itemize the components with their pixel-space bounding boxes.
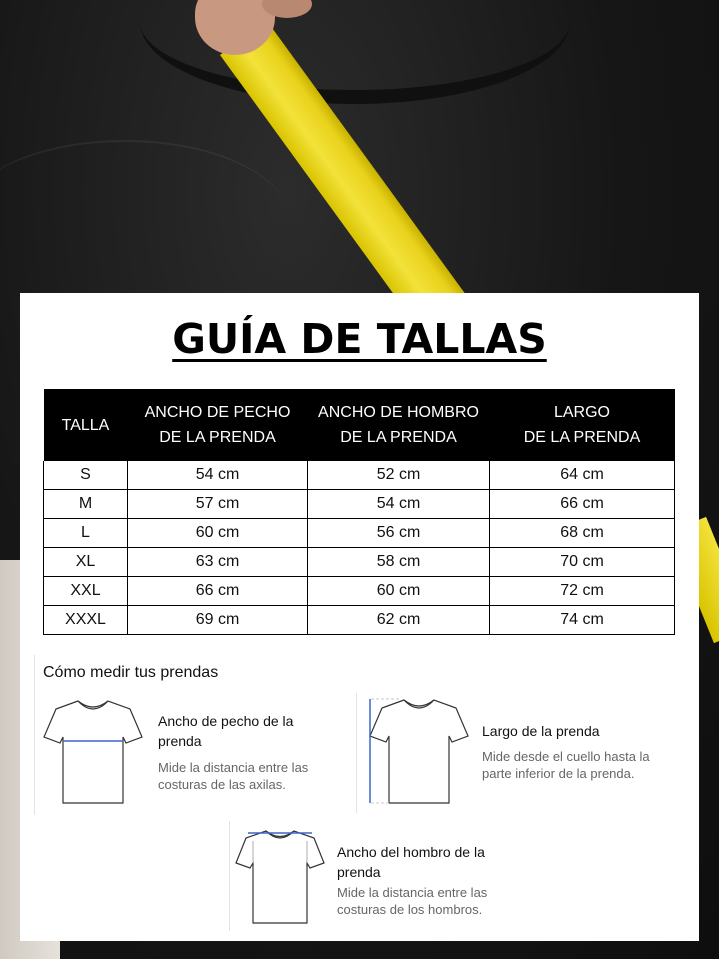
tshirt-shoulder-icon [234,827,326,927]
table-row [44,519,675,548]
table-cell: XXL [44,577,128,606]
shoulder-measure-title: Ancho del hombro de la prenda [337,844,485,880]
page-title: GUÍA DE TALLAS [172,315,547,363]
table-cell: 54 cm [308,490,490,519]
table-cell: 58 cm [308,548,490,577]
table-cell: 60 cm [128,519,308,548]
table-row [44,461,675,490]
table-cell: 74 cm [490,606,675,635]
table-cell: 62 cm [308,606,490,635]
table-cell: 63 cm [128,548,308,577]
table-cell: M [44,490,128,519]
table-cell: XL [44,548,128,577]
size-guide-card [20,293,699,941]
column-header: ANCHO DE HOMBRO DE LA PRENDA [308,389,490,461]
tshirt-chest-icon [42,697,144,807]
table-cell: L [44,519,128,548]
table-cell: 70 cm [490,548,675,577]
table-cell: 64 cm [490,461,675,490]
table-header-row [44,389,675,461]
length-measure-desc: Mide desde el cuello hasta la parte inferior de la prenda. [482,749,650,781]
table-row [44,606,675,635]
shirt-fold [0,140,290,302]
divider [356,693,357,813]
table-cell: S [44,461,128,490]
table-cell: 57 cm [128,490,308,519]
column-header: ANCHO DE PECHO DE LA PRENDA [128,389,308,461]
table-row [44,577,675,606]
table-cell: 68 cm [490,519,675,548]
table-cell: 66 cm [490,490,675,519]
chest-measure-desc: Mide la distancia entre las costuras de las axilas. [158,760,309,792]
column-header: LARGO DE LA PRENDA [490,389,675,461]
table-cell: 54 cm [128,461,308,490]
table-cell: XXXL [44,606,128,635]
size-table [43,389,675,635]
tshirt-length-icon [366,695,470,807]
table-cell: 56 cm [308,519,490,548]
length-measure-title: Largo de la prenda [482,723,600,739]
chest-measure-title: Ancho de pecho de la prenda [158,713,294,749]
table-row [44,548,675,577]
table-row [44,490,675,519]
divider [229,821,230,931]
table-cell: 72 cm [490,577,675,606]
how-to-measure-title: Cómo medir tus prendas [43,664,219,681]
column-header: TALLA [44,389,128,461]
table-cell: 52 cm [308,461,490,490]
table-cell: 66 cm [128,577,308,606]
shoulder-measure-desc: Mide la distancia entre las costuras de los hombros. [337,885,488,917]
divider [34,655,35,815]
table-cell: 60 cm [308,577,490,606]
table-cell: 69 cm [128,606,308,635]
